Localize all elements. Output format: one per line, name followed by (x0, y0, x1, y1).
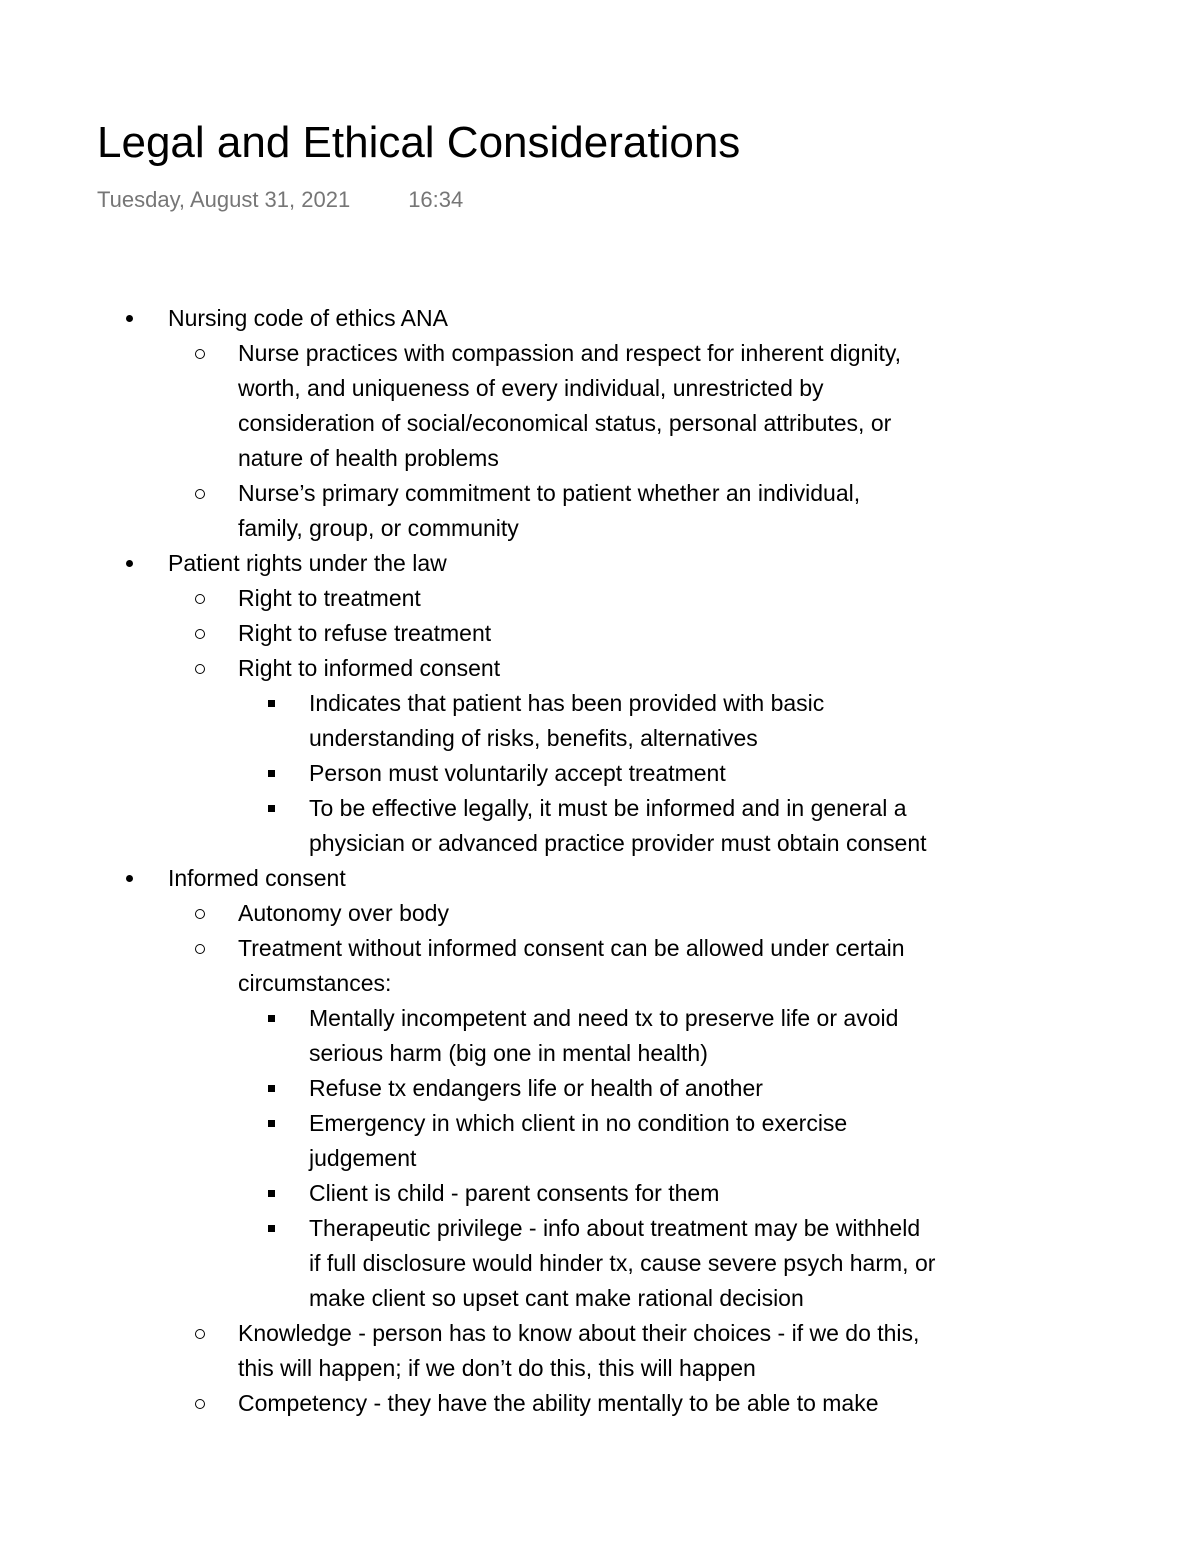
outline-text: Competency - they have the ability mentally to be able to make (238, 1390, 879, 1416)
outline-text: this will happen; if we don’t do this, this will happen (238, 1355, 756, 1381)
outline-line (0, 931, 1200, 966)
square-bullet-icon (268, 686, 275, 721)
outline-line (0, 336, 1200, 371)
outline-text: Indicates that patient has been provided with basic (309, 690, 825, 716)
outline-line (0, 791, 1200, 826)
dot-bullet-icon (126, 861, 133, 896)
outline-text: Knowledge - person has to know about their choices - if we do this, (238, 1320, 920, 1346)
ring-bullet-icon (195, 616, 205, 651)
outline-line (0, 826, 1200, 861)
outline-text: Therapeutic privilege - info about treatment may be withheld (309, 1215, 921, 1241)
outline-text: nature of health problems (238, 445, 499, 471)
page-title: Legal and Ethical Considerations (97, 118, 741, 167)
outline-line (0, 1141, 1200, 1176)
outline-text: physician or advanced practice provider must obtain consent (309, 830, 927, 856)
square-bullet-icon (268, 791, 275, 826)
outline-line (0, 476, 1200, 511)
outline-line (0, 651, 1200, 686)
outline-text: Client is child - parent consents for them (309, 1180, 720, 1206)
note-outline (0, 301, 1200, 1436)
outline-text: Right to refuse treatment (238, 620, 492, 646)
outline-text: circumstances: (238, 970, 392, 996)
note-date: Tuesday, August 31, 2021 (97, 187, 351, 212)
outline-line (0, 1351, 1200, 1386)
outline-line (0, 966, 1200, 1001)
square-bullet-icon (268, 1211, 275, 1246)
dot-bullet-icon (126, 301, 133, 336)
outline-text: Emergency in which client in no condition to exercise (309, 1110, 848, 1136)
outline-text: make client so upset cant make rational decision (309, 1285, 804, 1311)
outline-line (0, 756, 1200, 791)
outline-line (0, 1176, 1200, 1211)
outline-text: consideration of social/economical status, personal attributes, or (238, 410, 892, 436)
outline-text: Patient rights under the law (168, 550, 447, 576)
square-bullet-icon (268, 1106, 275, 1141)
outline-line (0, 581, 1200, 616)
outline-text: Person must voluntarily accept treatment (309, 760, 726, 786)
outline-text: Right to treatment (238, 585, 421, 611)
outline-line (0, 371, 1200, 406)
outline-text: family, group, or community (238, 515, 519, 541)
outline-line (0, 616, 1200, 651)
outline-text: judgement (309, 1145, 417, 1171)
outline-line (0, 1001, 1200, 1036)
square-bullet-icon (268, 756, 275, 791)
outline-text: To be effective legally, it must be informed and in general a (309, 795, 907, 821)
outline-text: Nursing code of ethics ANA (168, 305, 448, 331)
ring-bullet-icon (195, 651, 205, 686)
outline-line (0, 1386, 1200, 1421)
ring-bullet-icon (195, 581, 205, 616)
outline-line (0, 406, 1200, 441)
note-time: 16:34 (408, 187, 464, 212)
outline-text: serious harm (big one in mental health) (309, 1040, 708, 1066)
outline-line (0, 896, 1200, 931)
outline-text: Autonomy over body (238, 900, 449, 926)
outline-text: if full disclosure would hinder tx, cause severe psych harm, or (309, 1250, 936, 1276)
outline-text: Mentally incompetent and need tx to preserve life or avoid (309, 1005, 899, 1031)
square-bullet-icon (268, 1071, 275, 1106)
outline-line (0, 1246, 1200, 1281)
outline-line (0, 686, 1200, 721)
outline-text: Refuse tx endangers life or health of another (309, 1075, 763, 1101)
square-bullet-icon (268, 1176, 275, 1211)
dot-bullet-icon (126, 546, 133, 581)
outline-text: Right to informed consent (238, 655, 501, 681)
outline-line (0, 441, 1200, 476)
outline-line (0, 1281, 1200, 1316)
outline-text: Treatment without informed consent can be allowed under certain (238, 935, 905, 961)
outline-line (0, 861, 1200, 896)
ring-bullet-icon (195, 1386, 205, 1421)
outline-line (0, 1211, 1200, 1246)
outline-line (0, 546, 1200, 581)
outline-text: Informed consent (168, 865, 346, 891)
outline-text: understanding of risks, benefits, alternatives (309, 725, 758, 751)
outline-line (0, 1106, 1200, 1141)
ring-bullet-icon (195, 336, 205, 371)
square-bullet-icon (268, 1001, 275, 1036)
outline-line (0, 721, 1200, 756)
outline-text: Nurse practices with compassion and respect for inherent dignity, (238, 340, 902, 366)
ring-bullet-icon (195, 476, 205, 511)
note-timestamp (97, 187, 463, 213)
outline-text: Nurse’s primary commitment to patient whether an individual, (238, 480, 861, 506)
ring-bullet-icon (195, 1316, 205, 1351)
ring-bullet-icon (195, 931, 205, 966)
outline-line (0, 511, 1200, 546)
outline-line (0, 1071, 1200, 1106)
outline-text: worth, and uniqueness of every individual, unrestricted by (238, 375, 824, 401)
outline-line (0, 1036, 1200, 1071)
outline-line (0, 1316, 1200, 1351)
outline-line (0, 301, 1200, 336)
ring-bullet-icon (195, 896, 205, 931)
